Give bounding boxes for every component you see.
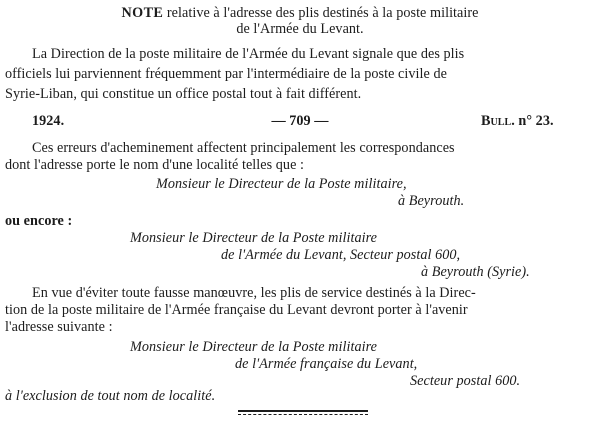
address2-line-1: Monsieur le Directeur de la Poste militaire [130, 230, 377, 246]
header-year: 1924. [32, 113, 65, 129]
end-rule [238, 410, 368, 412]
intro-line-1: La Direction de la poste militaire de l'Armée du Levant signale que des plis [32, 46, 465, 62]
header-page-number: — 709 — [271, 113, 329, 129]
intro-line-2: officiels lui parviennent fréquemment par l'intermédiaire de la poste civile de [5, 66, 447, 82]
address3-line-2: de l'Armée française du Levant, [235, 356, 418, 372]
note-title-line2: de l'Armée du Levant. [236, 21, 364, 37]
header-bull-number: n° 23. [514, 113, 554, 129]
or-label: ou encore : [5, 213, 73, 229]
errors-line-1: Ces erreurs d'acheminement affectent principalement les correspondances [32, 140, 455, 156]
avoid-line-1: En vue d'éviter toute fausse manœuvre, les plis de service destinés à la Direc- [32, 285, 476, 301]
header-bulletin [481, 113, 554, 130]
address1-line-1: Monsieur le Directeur de la Poste militaire, [156, 176, 407, 192]
address3-line-3: Secteur postal 600. [410, 373, 521, 389]
header-bull-label: Bull. [481, 113, 515, 129]
exclusion-line: à l'exclusion de tout nom de localité. [5, 388, 216, 404]
note-title-bold: NOTE [121, 5, 164, 21]
address3-line-1: Monsieur le Directeur de la Poste militaire [130, 339, 377, 355]
address2-line-2: de l'Armée du Levant, Secteur postal 600, [221, 247, 461, 263]
address1-line-2: à Beyrouth. [398, 193, 465, 209]
intro-line-3: Syrie-Liban, qui constitue un office postal tout à fait différent. [5, 86, 362, 102]
address2-line-3: à Beyrouth (Syrie). [421, 264, 530, 280]
errors-line-2: dont l'adresse porte le nom d'une localité telles que : [5, 157, 305, 173]
avoid-line-3: l'adresse suivante : [5, 319, 113, 335]
avoid-line-2: tion de la poste militaire de l'Armée française du Levant devront porter à l'avenir [5, 302, 468, 318]
note-title [0, 5, 600, 22]
note-title-rest: relative à l'adresse des plis destinés à la poste militaire [163, 5, 479, 21]
